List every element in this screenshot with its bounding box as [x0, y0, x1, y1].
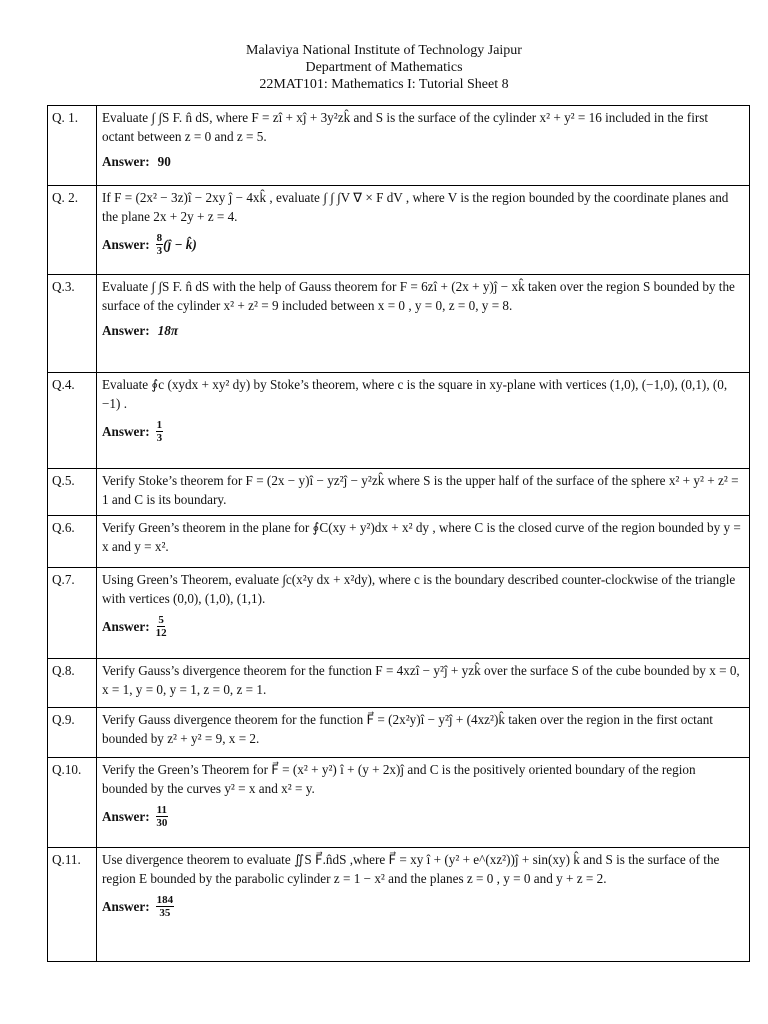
- question-text: If F = (2x² − 3z)î − 2xy ĵ − 4xk̂ , evaluate ∫ ∫ ∫V ∇ × F dV , where V is the region bounded by the coordinate planes and the plane 2x + 2y + z = 4.: [102, 190, 729, 224]
- answer-fraction: [156, 232, 164, 257]
- question-row: [48, 758, 750, 848]
- question-text: Evaluate ∫ ∫S F. n̂ dS, where F = zî + xĵ + 3y²zk̂ and S is the surface of the cylinder x² + y² = 16 included in the first octant between z = 0 and z = 5.: [102, 110, 709, 144]
- question-row: [48, 516, 750, 568]
- question-number: Q.8.: [48, 659, 97, 708]
- question-row: [48, 469, 750, 516]
- question-text: Verify the Green’s Theorem for F⃗ = (x² + y²) î + (y + 2x)ĵ and C is the positively oriented boundary of the region bounded by the curves y² = x and x² = y.: [102, 762, 696, 796]
- answer-label: Answer:: [102, 237, 150, 252]
- answer-line: [102, 321, 743, 340]
- answer-label: Answer:: [102, 619, 150, 634]
- fraction-numerator: 11: [156, 804, 168, 816]
- answer-label: Answer:: [102, 424, 150, 439]
- question-row: [48, 275, 750, 373]
- answer-label: Answer:: [102, 323, 150, 338]
- answer-value: 18π: [157, 323, 179, 338]
- answer-label: Answer:: [102, 899, 150, 914]
- question-number: Q.6.: [48, 516, 97, 568]
- answer-fraction: [156, 419, 164, 444]
- answer-fraction: [156, 804, 168, 829]
- question-row: [48, 848, 750, 962]
- question-row: [48, 186, 750, 275]
- fraction-numerator: 1: [156, 419, 163, 431]
- question-text: Use divergence theorem to evaluate ∬S F⃗.n̂dS ,where F⃗ = xy î + (y² + e^(xz²))ĵ + sin(xy) k̂ and S is the surface of the region E bounded by the parabolic cylinder z = 1 − x² and the planes z = 0 , y = 0 and y + z = 2.: [102, 852, 720, 886]
- fraction-denominator: 12: [155, 627, 167, 639]
- fraction-numerator: 184: [156, 894, 174, 906]
- answer-label: Answer:: [102, 154, 150, 169]
- question-number: Q.10.: [48, 758, 97, 848]
- fraction-numerator: 8: [156, 232, 163, 244]
- question-text: Verify Gauss’s divergence theorem for the function F = 4xzî − y²ĵ + yzk̂ over the surface S of the cube bounded by x = 0, x = 1, y = 0, y = 1, z = 0, z = 1.: [102, 663, 740, 697]
- answer-line: [102, 614, 743, 639]
- document-header: [0, 42, 768, 93]
- question-row: [48, 708, 750, 758]
- department-name: Department of Mathematics: [305, 60, 463, 75]
- question-row: [48, 659, 750, 708]
- question-text: Evaluate ∫ ∫S F. n̂ dS with the help of Gauss theorem for F = 6zî + (2x + y)ĵ − xk̂ taken over the region S bounded by the surface of the cylinder x² + z² = 9 included between x = 0 , y = 0, z = 0, y = 8.: [102, 279, 735, 313]
- question-number: Q. 1.: [48, 106, 97, 186]
- answer-label: Answer:: [102, 809, 150, 824]
- answer-line: [102, 804, 743, 829]
- answer-fraction: [156, 894, 175, 919]
- fraction-denominator: 3: [156, 245, 163, 257]
- question-number: Q.9.: [48, 708, 97, 758]
- question-number: Q.4.: [48, 373, 97, 469]
- question-row: [48, 373, 750, 469]
- question-row: [48, 106, 750, 186]
- answer-line: [102, 419, 743, 444]
- answer-value: 90: [157, 154, 171, 169]
- question-text: Evaluate ∮c (xydx + xy² dy) by Stoke’s theorem, where c is the square in xy-plane with vertices (1,0), (−1,0), (0,1), (0, −1) .: [102, 377, 728, 411]
- question-table: [47, 105, 750, 962]
- question-text: Verify Stoke’s theorem for F = (2x − y)î − yz²ĵ − y²zk̂ where S is the upper half of the surface of the sphere x² + y² + z² = 1 and C is its boundary.: [102, 473, 739, 507]
- fraction-numerator: 5: [158, 614, 164, 626]
- question-text: Verify Green’s theorem in the plane for ∮C(xy + y²)dx + x² dy , where C is the closed curve of the region bounded by y = x and y = x².: [102, 520, 741, 554]
- institute-name: Malaviya National Institute of Technology Jaipur: [246, 43, 522, 58]
- question-number: Q. 2.: [48, 186, 97, 275]
- answer-line: [102, 152, 743, 171]
- question-row: [48, 568, 750, 659]
- answer-line: [102, 232, 743, 257]
- sheet-title: 22MAT101: Mathematics I: Tutorial Sheet 8: [259, 77, 509, 92]
- question-text: Verify Gauss divergence theorem for the function F⃗ = (2x²y)î − y²ĵ + (4xz²)k̂ taken over the region in the first octant bounded by z² + y² = 9, x = 2.: [102, 712, 713, 746]
- question-text: Using Green’s Theorem, evaluate ∫c(x²y dx + x²dy), where c is the boundary described counter-clockwise of the triangle with vertices (0,0), (1,0), (1,1).: [102, 572, 736, 606]
- fraction-denominator: 30: [156, 817, 168, 829]
- question-number: Q.3.: [48, 275, 97, 373]
- answer-line: [102, 894, 743, 919]
- question-number: Q.5.: [48, 469, 97, 516]
- answer-fraction: [156, 614, 167, 639]
- fraction-denominator: 35: [159, 907, 171, 919]
- question-number: Q.7.: [48, 568, 97, 659]
- fraction-denominator: 3: [156, 432, 163, 444]
- question-number: Q.11.: [48, 848, 97, 962]
- answer-value-rest: (ĵ − k̂): [163, 237, 197, 252]
